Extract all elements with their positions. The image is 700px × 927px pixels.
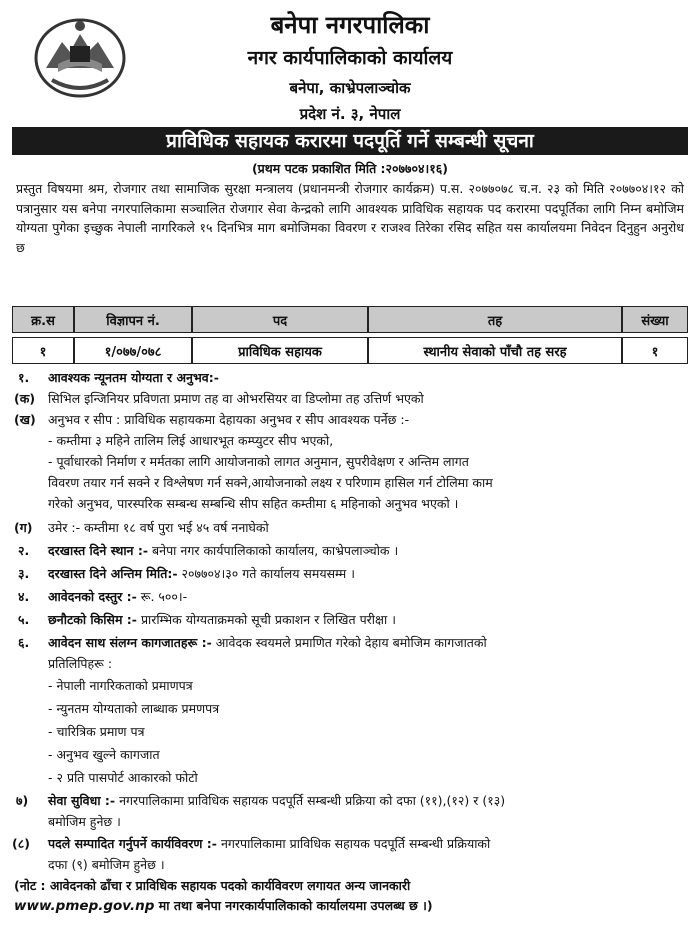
section-3-line [48, 564, 355, 584]
section-6-item-2: - न्युनतम योग्यताको लाब्धाक प्रमणपत्र [48, 701, 220, 716]
section-1-title: आवश्यक न्यूनतम योग्यता र अनुभव:- [48, 370, 219, 385]
section-1-kh-text: अनुभव र सीप : प्राविधिक सहायकमा देहायका अनुभव र सीप आवश्यक पर्नेछ :- [48, 412, 410, 427]
office-name: नगर कार्यपालिकाको कार्यालय [247, 47, 453, 69]
section-4-title: आवेदनको दस्तुर :- [48, 589, 137, 604]
municipality-name: बनेपा नगरपालिका [270, 11, 430, 39]
table-cell-level: स्थानीय सेवाको पाँचौ तह सरह [368, 337, 622, 364]
section-3-number: ३. [18, 566, 30, 581]
section-1-number: १. [18, 370, 30, 385]
section-2-number: २. [18, 543, 30, 558]
section-4-line [48, 587, 187, 607]
section-4-text: रू. ५००।- [136, 589, 188, 604]
province-name: प्रदेश नं. ३, नेपाल [299, 105, 401, 123]
section-7-text: नगरपालिकामा प्राविधिक सहायक पदपूर्ति सम्बन्धी प्रक्रिया को दफा (११),(१२) र (१३) [115, 793, 506, 808]
section-6-text-line2: प्रतिलिपिहरू : [48, 656, 113, 671]
section-3-title: दरखास्त दिने अन्तिम मिति:- [48, 566, 178, 581]
table-cell-count: १ [622, 337, 688, 364]
section-7-text-line2: बमोजिम हुनेछ । [48, 814, 121, 829]
section-7-number: ७) [16, 793, 29, 808]
table-header-ad-no: विज्ञापन नं. [74, 306, 192, 333]
table-header-count: संख्या [622, 306, 688, 333]
section-1-k-number: (क) [14, 391, 36, 406]
table-header-post: पद [192, 306, 368, 333]
section-2-text: बनेपा नगर कार्यपालिकाको कार्यालय, काभ्रेपलाञ्चोक । [148, 543, 399, 558]
vacancy-table [12, 306, 688, 364]
section-1-kh-item-b-line2: विवरण तयार गर्न सक्ने र विश्लेषण गर्न सक्ने,आयोजनाको लक्ष्य र परिणाम हासिल गर्न टोलिमा काम [48, 475, 493, 490]
section-6-text: आवेदक स्वयमले प्रमाणित गरेको देहाय बमोजिम कागजातको [211, 635, 487, 650]
section-8-line [48, 834, 490, 854]
section-7-line [48, 791, 505, 811]
section-5-title: छनौटको किसिम :- [48, 612, 137, 627]
section-3-text: २०७७०४।३० गते कार्यालय समयसम्म । [177, 566, 355, 581]
section-1-kh-item-a: - कम्तीमा ३ महिने तालिम लिई आधारभूत कम्प्युटर सीप भएको, [48, 433, 334, 448]
section-6-item-1: - नेपाली नागरिकताको प्रमाणपत्र [48, 678, 193, 693]
section-8-title: पदले सम्पादित गर्नुपर्ने कार्यविवरण :- [48, 836, 217, 851]
table-header-level: तह [368, 306, 622, 333]
section-1-kh-item-b-line3: गरेको अनुभव, पारस्परिक सम्बन्ध सम्बन्धि सीप सहित कम्तीमा ६ महिनाको अनुभव भएको । [48, 496, 459, 511]
section-4-number: ४. [18, 589, 30, 604]
table-cell-ad-no: १/०७७/०७८ [74, 337, 192, 364]
notice-title: प्राविधिक सहायक करारमा पदपूर्ति गर्ने सम्बन्धी सूचना [12, 127, 688, 155]
section-1-kh-number: (ख) [14, 412, 36, 427]
footer-note [14, 876, 688, 916]
table-header-sn: क्र.स [12, 306, 74, 333]
section-8-number: (८) [12, 836, 30, 851]
section-8-text-line2: दफा (९) बमोजिम हुनेछ । [48, 857, 165, 872]
section-1-kh-item-b-line1: - पूर्वाधारको निर्माण र मर्मतका लागि आयोजनाको लागत अनुमान, सुपरीवेक्षण र अन्तिम लागत [48, 454, 469, 469]
note-line-1: (नोट : आवेदनको ढाँचा र प्राविधिक सहायक पदको कार्यविवरण लगायत अन्य जानकारी [14, 878, 411, 893]
table-cell-post: प्राविधिक सहायक [192, 337, 368, 364]
publish-date: (प्रथम पटक प्रकाशित मिति :२०७७०४।१६) [251, 161, 449, 176]
section-6-title: आवेदन साथ संलग्न कागजातहरू :- [48, 635, 212, 650]
section-1-g-number: (ग) [14, 520, 33, 535]
section-5-text: प्रारम्भिक योग्यताक्रमको सूची प्रकाशन र लिखित परीक्षा । [136, 612, 396, 627]
section-6-item-4: - अनुभव खुल्ने कागजात [48, 747, 160, 762]
office-location: बनेपा, काभ्रेपलाञ्चोक [289, 79, 411, 97]
section-7-title: सेवा सुविधा :- [48, 793, 116, 808]
table-cell-sn: १ [12, 337, 74, 364]
section-1-k-text: सिभिल इन्जिनियर प्रविणता प्रमाण तह वा ओभरसियर वा डिप्लोमा तह उत्तिर्ण भएको [48, 391, 424, 406]
note-line-2-text: मा तथा बनेपा नगरकार्यपालिकाको कार्यालयमा उपलब्ध छ ।) [154, 898, 433, 913]
note-line-2 [14, 896, 688, 916]
section-2-line [48, 541, 398, 561]
pmep-website-link[interactable]: www.pmep.gov.np [14, 898, 155, 914]
section-6-item-3: - चारित्रिक प्रमाण पत्र [48, 724, 145, 739]
section-1-g-text: उमेर :- कम्तीमा १८ वर्ष पुरा भई ४५ वर्ष ननाघेको [48, 520, 269, 535]
section-6-number: ६. [18, 635, 30, 650]
section-6-item-5: - २ प्रति पासपोर्ट आकारको फोटो [48, 770, 198, 785]
section-5-number: ५. [18, 612, 30, 627]
section-8-text: नगरपालिकामा प्राविधिक सहायक पदपूर्ति सम्बन्धी प्रक्रियाको [216, 836, 491, 851]
section-6-line [48, 633, 487, 653]
section-2-title: दरखास्त दिने स्थान :- [48, 543, 149, 558]
intro-paragraph: प्रस्तुत विषयमा श्रम, रोजगार तथा सामाजिक सुरक्षा मन्त्रालय (प्रधानमन्त्री रोजगार कार्यक्रम) प.स. २०७७०७८ च.न. २३ को मिति २०७७०४।१२ को पत्रानुसार यस बनेपा नगरपालिकामा सञ्चालित रोजगार सेवा केन्द्रको लागि आवश्यक प्राविधिक सहायक पद करारमा पदपूर्तिका लागि निम्न बमोजिम योग्यता पुगेका इच्छुक नेपाली नागरिकले १५ दिनभित्र माग बमोजिमका विवरण र राजश्व तिरेका रसिद सहित यस कार्यालयमा निवेदन दिनुहुन अनुरोध छ [16, 181, 684, 255]
section-5-line [48, 610, 396, 630]
